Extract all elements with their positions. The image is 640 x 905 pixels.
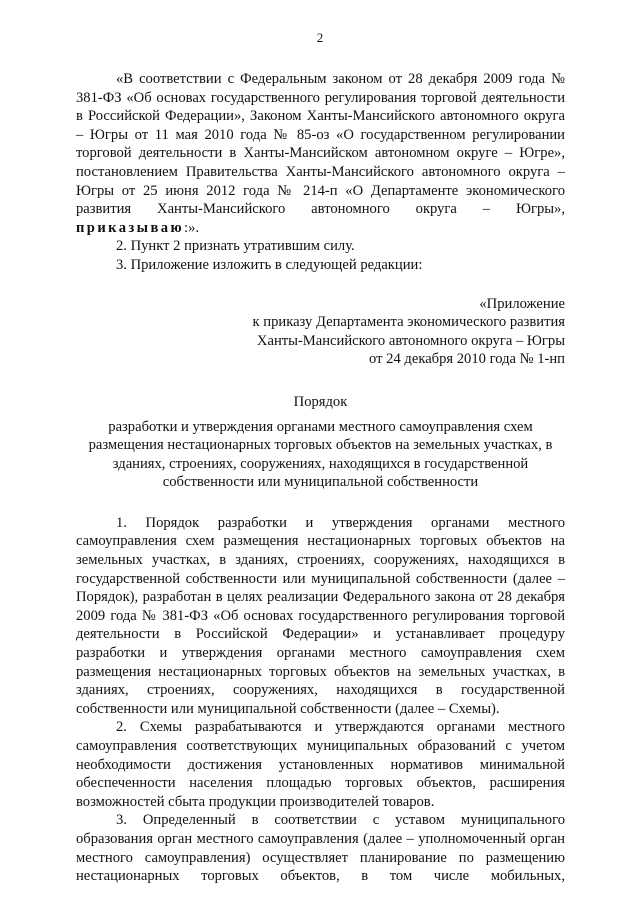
document-title xyxy=(76,393,565,492)
title-subtitle-line-2: размещения нестационарных торговых объектов на земельных участках, в xyxy=(88,437,553,454)
quote-paragraph xyxy=(76,70,565,237)
appendix-line-1: «Приложение xyxy=(479,295,565,312)
appendix-line-3: Ханты-Мансийского автономного округа – Югры xyxy=(256,332,565,349)
appendix-line-2: к приказу Департамента экономического развития xyxy=(252,314,565,331)
item-3: 3. Приложение изложить в следующей редакции: xyxy=(116,256,423,273)
title-heading: Порядок xyxy=(293,393,348,410)
quote-paragraph-tail: :». xyxy=(184,219,200,236)
paragraph-2: 2. Схемы разрабатываются и утверждаются органами местного самоуправления соответствующих муниципальных образований с учетом необходимости достижения установленных нормативов минимальной обеспеченности населения площадью торговых объектов, расширения возможностей сбыта продукции производителей товаров. xyxy=(76,719,565,810)
quote-paragraph-lead: «В соответствии с Федеральным законом от 28 декабря 2009 года № 381-ФЗ «Об основах государственного регулирования торговой деятельности в Российской Федерации», Законом Ханты-Мансийского автономного округа – Югры от 11 мая 2010 года № 85-оз «О государственном регулировании торговой деятельности в Ханты-Мансийском автономном округе – Югре», постановлением Правительства Ханты-Мансийского автономного округа – Югры от 25 июня 2012 года № 214-п «О Департаменте экономического развития Ханты-Мансийского автономного округа – Югры», xyxy=(76,71,565,218)
page-number: 2 xyxy=(316,30,324,45)
title-subtitle-line-3: зданиях, строениях, сооружениях, находящихся в государственной xyxy=(112,455,529,472)
title-subtitle-line-1: разработки и утверждения органами местного самоуправления схем xyxy=(108,418,533,435)
appendix-header xyxy=(76,295,565,369)
procedure-text xyxy=(76,514,565,886)
item-2: 2. Пункт 2 признать утратившим силу. xyxy=(116,238,355,255)
document-body xyxy=(76,70,565,886)
paragraph-1: 1. Порядок разработки и утверждения органами местного самоуправления схем размещения нестационарных торговых объектов на земельных участках, в зданиях, строениях, сооружениях, находящихся в государственной собственности или муниципальной собственности (далее – Порядок), разработан в целях реализации Федерального закона от 28 декабря 2009 года № 381-ФЗ «Об основах государственного регулирования торговой деятельности в Российской Федерации» и устанавливает процедуру разработки и утверждения органами местного самоуправления схем размещения нестационарных торговых объектов на земельных участках, в зданиях, строениях, сооружениях, находящихся в государственной собственности или муниципальной собственности (далее – Схемы). xyxy=(76,514,565,717)
appendix-line-4: от 24 декабря 2010 года № 1-нп xyxy=(369,351,565,368)
title-subtitle-line-4: собственности или муниципальной собственности xyxy=(162,474,479,491)
order-keyword: приказываю xyxy=(76,219,185,236)
paragraph-3: 3. Определенный в соответствии с уставом муниципального образования орган местного самоуправления (далее – уполномоченный орган местного самоуправления) осуществляет планирование по размещению нестационарных торговых объектов, в том числе мобильных, xyxy=(76,812,565,885)
